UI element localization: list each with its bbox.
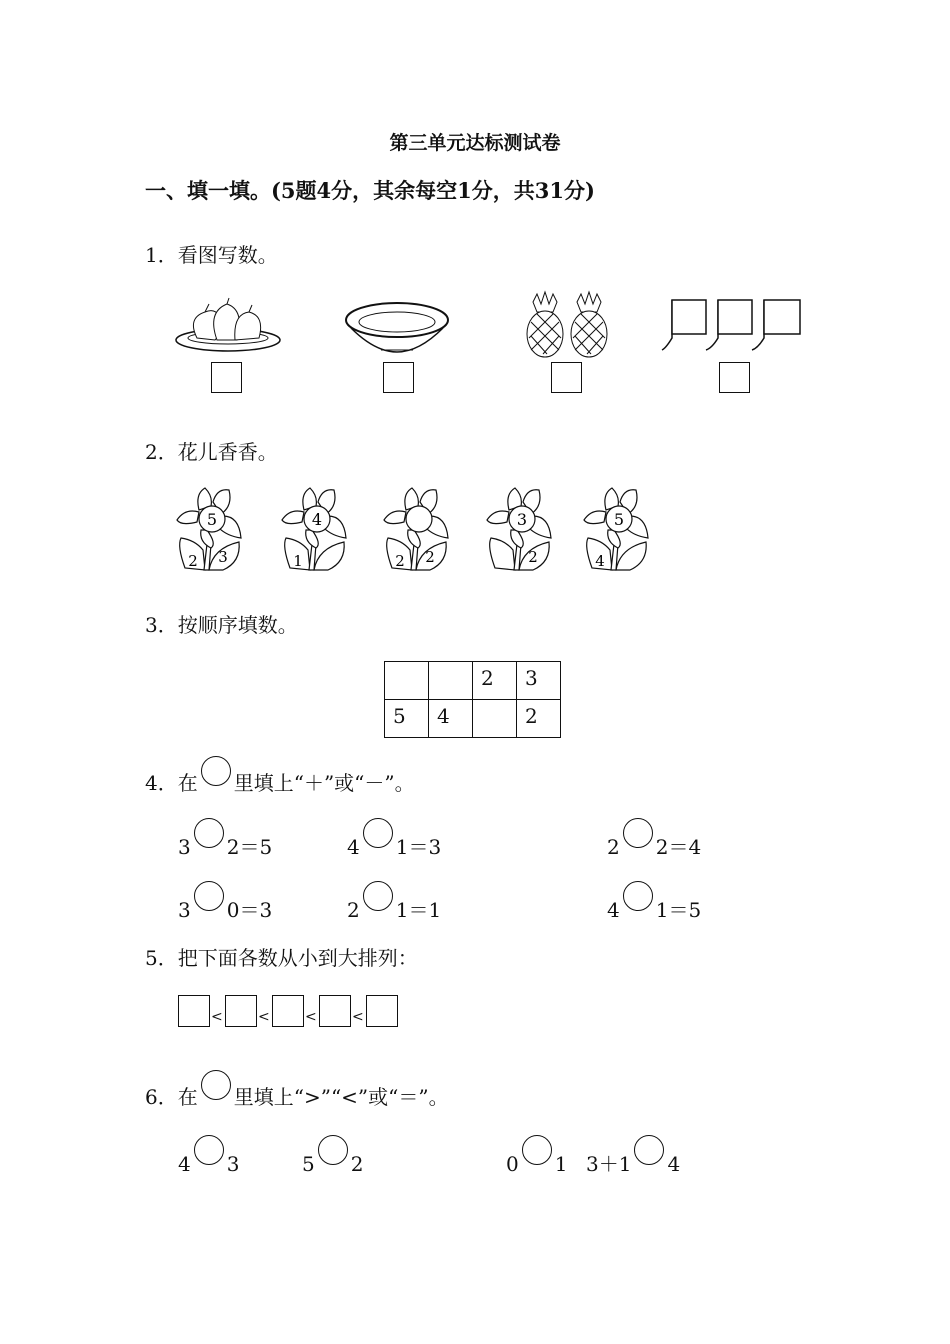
operand: 4 [607, 898, 620, 922]
q1-label: 1．看图写数。 [145, 243, 278, 267]
pineapples-picture [523, 292, 613, 358]
table-cell: 2 [517, 700, 561, 738]
leaf-right-number: 2 [528, 548, 538, 566]
section-heading: 一、填一填。(5题4分，其余每空1分，共31分) [145, 178, 595, 203]
table-cell[interactable] [429, 662, 473, 700]
equation [607, 881, 701, 920]
compare-item [302, 1135, 363, 1174]
bowl-picture [345, 300, 450, 355]
less-than-sign: < [211, 1009, 223, 1025]
order-box[interactable] [272, 995, 304, 1027]
table-cell: 5 [385, 700, 429, 738]
operand: 2 [607, 835, 620, 859]
order-box[interactable] [178, 995, 210, 1027]
equation [607, 818, 701, 857]
flower-picture [282, 486, 352, 572]
leaf-left-number: 2 [395, 552, 405, 570]
equation [347, 881, 441, 920]
circle-icon [201, 756, 231, 786]
flower-picture [584, 486, 654, 572]
right-value: 1 [554, 1152, 568, 1176]
q2-label: 2．花儿香香。 [145, 440, 278, 464]
circle-icon [201, 1070, 231, 1100]
table-cell[interactable] [473, 700, 517, 738]
leaf-left-number: 2 [188, 552, 198, 570]
table-row [385, 662, 561, 700]
flower-center-number: 4 [311, 510, 323, 529]
left-value: 5 [302, 1152, 315, 1176]
equation [347, 818, 441, 857]
left-value: 3＋1 [586, 1152, 632, 1176]
order-box[interactable] [366, 995, 398, 1027]
q4-label-pre: 4．在 [145, 771, 198, 795]
operand: 3 [178, 835, 191, 859]
answer-box-pineapples[interactable] [551, 362, 582, 393]
less-than-sign: < [258, 1009, 270, 1025]
leaf-right-number: 3 [218, 548, 228, 566]
q4-label-post: 里填上“＋”或“－”。 [233, 771, 415, 795]
left-value: 0 [506, 1152, 519, 1176]
q4-label [145, 756, 415, 793]
less-than-sign: < [305, 1009, 317, 1025]
leaf-left-number: 1 [293, 552, 303, 570]
operator-circle[interactable] [194, 818, 224, 848]
q5-label: 5．把下面各数从小到大排列： [145, 946, 418, 970]
equation-rest: 2＝5 [226, 835, 273, 859]
operator-circle[interactable] [363, 818, 393, 848]
compare-circle[interactable] [522, 1135, 552, 1165]
order-box[interactable] [319, 995, 351, 1027]
equation [178, 818, 272, 857]
leaf-left-number: 4 [595, 552, 605, 570]
table-cell[interactable] [385, 662, 429, 700]
right-value: 4 [667, 1152, 681, 1176]
q6-label-pre: 6．在 [145, 1085, 198, 1109]
answer-box-flags[interactable] [719, 362, 750, 393]
answer-box-bowl[interactable] [383, 362, 414, 393]
compare-circle[interactable] [318, 1135, 348, 1165]
operand: 4 [347, 835, 360, 859]
equation-rest: 2＝4 [655, 835, 702, 859]
equation-rest: 1＝3 [395, 835, 442, 859]
compare-circle[interactable] [634, 1135, 664, 1165]
equation-rest: 1＝5 [655, 898, 702, 922]
compare-item [586, 1135, 680, 1174]
flower-picture [177, 486, 247, 572]
right-value: 3 [226, 1152, 240, 1176]
table-cell: 3 [517, 662, 561, 700]
order-box[interactable] [225, 995, 257, 1027]
table-row [385, 700, 561, 738]
answer-box-peaches[interactable] [211, 362, 242, 393]
q6-label [145, 1070, 449, 1107]
table-cell: 2 [473, 662, 517, 700]
flower-center-number: 5 [206, 510, 218, 529]
q3-label: 3．按顺序填数。 [145, 613, 298, 637]
operand: 3 [178, 898, 191, 922]
flower-picture [487, 486, 557, 572]
peach-plate-picture [175, 298, 285, 358]
flower-center-number: 5 [613, 510, 625, 529]
operator-circle[interactable] [623, 881, 653, 911]
flags-picture [660, 298, 802, 354]
table-cell: 4 [429, 700, 473, 738]
leaf-right-number: 2 [425, 548, 435, 566]
equation-rest: 1＝1 [395, 898, 442, 922]
equation-rest: 0＝3 [226, 898, 273, 922]
compare-item [506, 1135, 567, 1174]
flower-picture [384, 486, 454, 572]
sequence-table [384, 661, 561, 738]
page-title: 第三单元达标测试卷 [389, 132, 561, 154]
left-value: 4 [178, 1152, 191, 1176]
right-value: 2 [350, 1152, 364, 1176]
equation [178, 881, 272, 920]
operator-circle[interactable] [623, 818, 653, 848]
operand: 2 [347, 898, 360, 922]
flower-center-number: 3 [516, 510, 528, 529]
compare-item [178, 1135, 239, 1174]
operator-circle[interactable] [194, 881, 224, 911]
operator-circle[interactable] [363, 881, 393, 911]
q6-label-post: 里填上“>”“<”或“＝”。 [233, 1085, 449, 1109]
less-than-sign: < [352, 1009, 364, 1025]
compare-circle[interactable] [194, 1135, 224, 1165]
